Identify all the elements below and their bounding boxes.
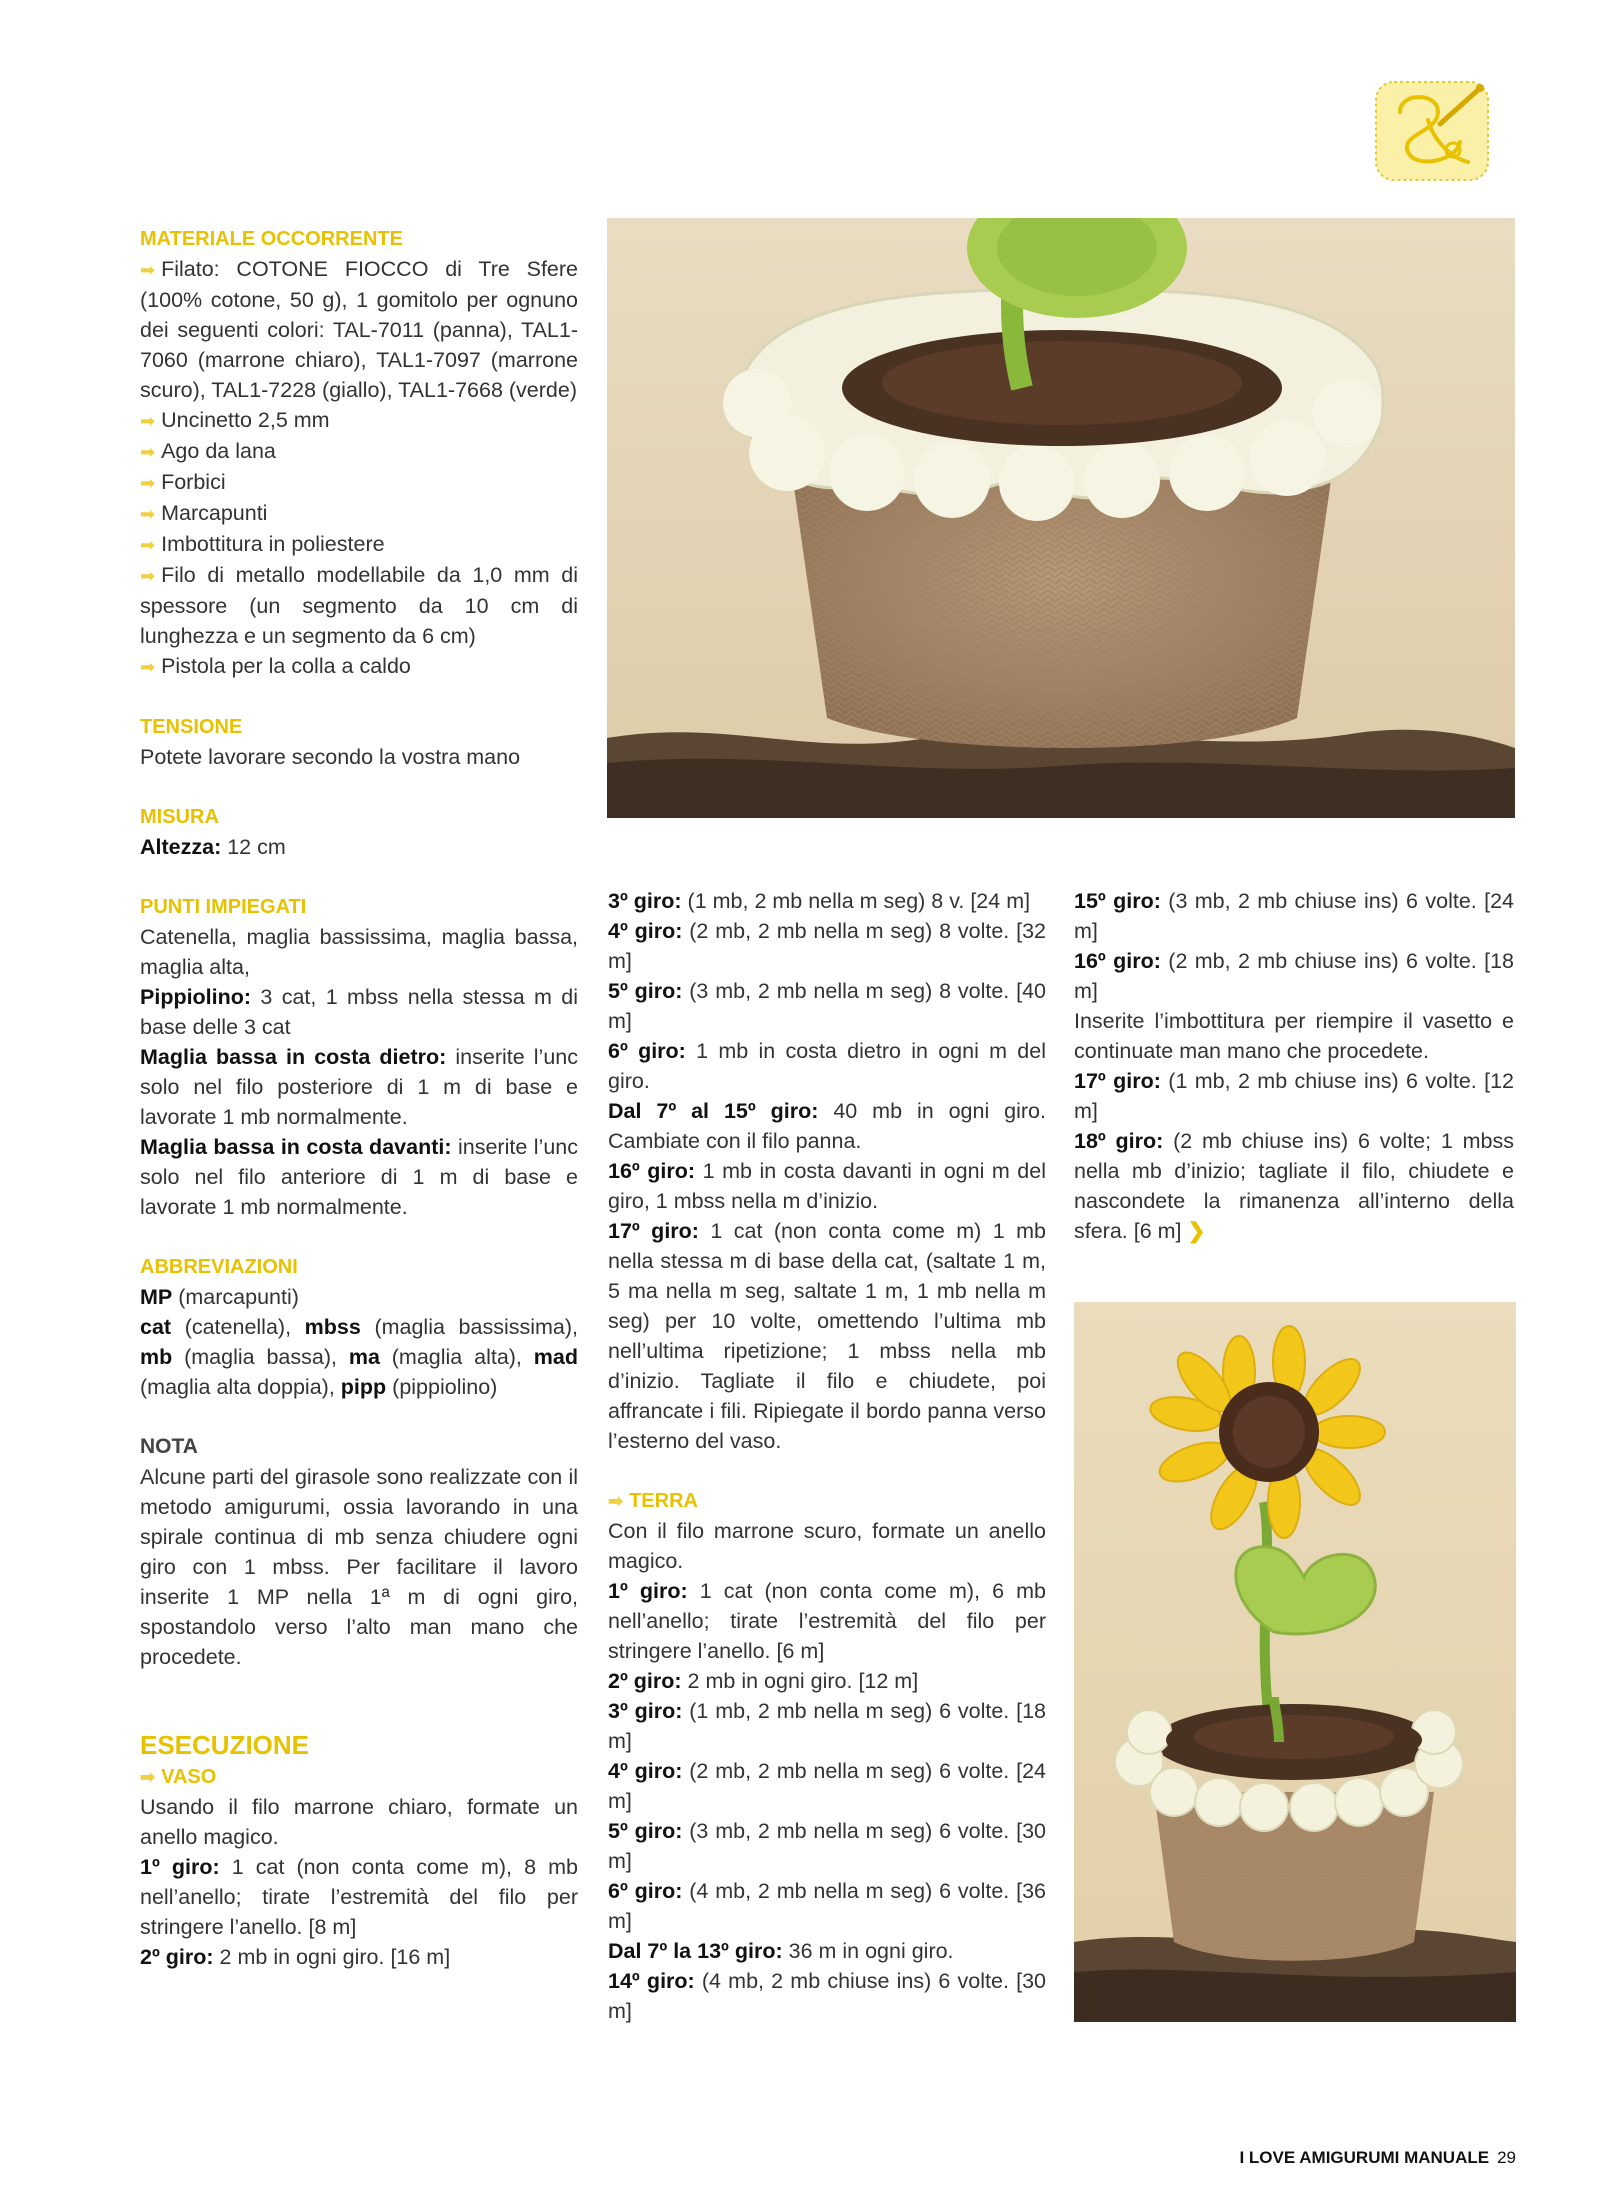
nota-heading: NOTA [140,1435,198,1458]
terra-giro-7-13: Dal 7º la 13º giro: 36 m in ogni giro. [608,1939,954,1963]
punti-entry-3: Maglia bassa in costa davanti: inserite l’unc solo nel filo anteriore di 1 m di base e lavorate 1 mb normalmente. [140,1135,578,1219]
sunflower-photo [1074,1302,1516,2022]
vaso-giro-5: 5º giro: (3 mb, 2 mb nella m seg) 8 volte. [40 m] [608,979,1046,1033]
arrow-right-icon: ➡ [608,1491,624,1511]
terra-giro-6: 6º giro: (4 mb, 2 mb nella m seg) 6 volte. [36 m] [608,1879,1046,1933]
terra-giro-1: 1º giro: 1 cat (non conta come m), 6 mb nell’anello; tirate l’estremità del filo per stringere l’anello. [6 m] [608,1579,1046,1663]
arrow-right-icon: ➡ [140,1767,156,1787]
crochet-pot-photo [607,218,1515,818]
esecuzione-heading: ESECUZIONE [140,1730,310,1760]
arrow-right-icon: ➡ [140,442,156,462]
punti-entry-1: Pippiolino: 3 cat, 1 mbss nella stessa m di base delle 3 cat [140,985,578,1039]
end-mark-icon: ❯ [1187,1219,1206,1243]
vaso-heading: ➡ VASO [140,1766,217,1788]
punti-entry-2: Maglia bassa in costa dietro: inserite l’unc solo nel filo posteriore di 1 m di base e lavorate 1 mb normalmente. [140,1045,578,1129]
vaso-giro-4: 4º giro: (2 mb, 2 mb nella m seg) 8 volte. [32 m] [608,919,1046,973]
materiale-item-3: ➡ Ago da lana [140,439,276,463]
arrow-right-icon: ➡ [140,535,156,555]
arrow-right-icon: ➡ [140,504,156,524]
arrow-right-icon: ➡ [140,260,156,280]
materiale-item-4: ➡ Forbici [140,470,226,494]
vaso-giro-17: 17º giro: 1 cat (non conta come m) 1 mb nella stessa m di base della cat, (saltate 1 m, 5 ma nella m seg, saltate 1 m, 1 mb nella m seg) per 10 volte, omettendo l’ultima mb nell’ultima ripetizione; 1 mbss nella mb d’inizio. Tagliate il filo e chiudete, poi affrancate i fili. Ripiegate il bordo panna verso l’esterno del vaso. [608,1219,1046,1453]
terra-giro-17: 17º giro: (1 mb, 2 mb chiuse ins) 6 volte. [12 m] [1074,1069,1514,1123]
arrow-right-icon: ➡ [140,657,156,677]
terra-giro-4: 4º giro: (2 mb, 2 mb nella m seg) 6 volte. [24 m] [608,1759,1046,1813]
vaso-giro-16: 16º giro: 1 mb in costa davanti in ogni m del giro, 1 mbss nella m d’inizio. [608,1159,1047,1213]
vaso-giro-2: 2º giro: 2 mb in ogni giro. [16 m] [140,1945,451,1969]
crochet-hook-logo-icon [1368,72,1498,187]
terra-giro-3: 3º giro: (1 mb, 2 mb nella m seg) 6 volte. [18 m] [608,1699,1046,1753]
punti-heading: PUNTI IMPIEGATI [140,896,307,918]
misura-text: Altezza: 12 cm [140,835,286,859]
terra-imbottitura: Inserite l’imbottitura per riempire il vasetto e continuate man mano che procedete. [1074,1009,1514,1063]
arrow-right-icon: ➡ [140,566,156,586]
terra-giro-14: 14º giro: (4 mb, 2 mb chiuse ins) 6 volte. [30 m] [608,1969,1046,2023]
abbreviazioni-list: cat (catenella), mbss (maglia bassissima), mb (maglia bassa), ma (maglia alta), mad (maglia alta doppia), pipp (pippiolino) [140,1315,578,1399]
vaso-giro-1: 1º giro: 1 cat (non conta come m), 8 mb nell’anello; tirate l’estremità del filo per stringere l’anello. [8 m] [140,1855,578,1939]
punti-intro: Catenella, maglia bassissima, maglia bassa, maglia alta, [140,925,578,979]
misura-heading: MISURA [140,806,219,828]
nota-text: Alcune parti del girasole sono realizzate con il metodo amigurumi, ossia lavorando in una spirale continua di mb senza chiudere ogni giro con 1 mbss. Per facilitare il lavoro inserite 1 MP nella 1ª m di ogni giro, spostandolo verso l’alto man mano che procedete. [140,1465,578,1669]
terra-giro-15: 15º giro: (3 mb, 2 mb chiuse ins) 6 volte. [24 m] [1074,889,1514,943]
materiale-heading: MATERIALE OCCORRENTE [140,228,403,250]
vaso-giro-7-15: Dal 7º al 15º giro: 40 mb in ogni giro. Cambiate con il filo panna. [608,1099,1046,1153]
terra-giro-2: 2º giro: 2 mb in ogni giro. [12 m] [608,1669,919,1693]
terra-giro-16: 16º giro: (2 mb, 2 mb chiuse ins) 6 volte. [18 m] [1074,949,1514,1003]
column-2 [608,886,1046,2026]
terra-giro-5: 5º giro: (3 mb, 2 mb nella m seg) 6 volte. [30 m] [608,1819,1046,1873]
page-footer [1200,2148,1516,2168]
page-number: 29 [1497,2148,1516,2167]
materiale-item-1: ➡ Filato: COTONE FIOCCO di Tre Sfere (100% cotone, 50 g), 1 gomitolo per ognuno dei seguenti colori: TAL-7011 (panna), TAL1-7060 (marrone chiaro), TAL1-7097 (marrone scuro), TAL1-7228 (giallo), TAL1-7668 (verde) [140,257,578,402]
abbreviazioni-heading: ABBREVIAZIONI [140,1256,298,1278]
materiale-item-7: ➡ Filo di metallo modellabile da 1,0 mm di spessore (un segmento da 10 cm di lunghezza e un segmento da 6 cm) [140,563,578,648]
magazine-title: I LOVE AMIGURUMI MANUALE [1239,2148,1490,2167]
materiale-item-8: ➡ Pistola per la colla a caldo [140,654,411,678]
vaso-intro: Usando il filo marrone chiaro, formate un anello magico. [140,1795,578,1849]
column-1 [140,224,578,1972]
terra-giro-18: 18º giro: (2 mb chiuse ins) 6 volte; 1 mbss nella mb d’inizio; tagliate il filo, chiudete e nascondete la rimanenza all’interno della sfera. [6 m] ❯ [1074,1129,1514,1243]
arrow-right-icon: ➡ [140,473,156,493]
materiale-item-2: ➡ Uncinetto 2,5 mm [140,408,330,432]
tensione-text: Potete lavorare secondo la vostra mano [140,745,521,769]
abbreviazioni-mp: MP (marcapunti) [140,1285,299,1309]
column-3 [1074,886,1514,1246]
tensione-heading: TENSIONE [140,716,243,738]
materiale-item-5: ➡ Marcapunti [140,501,268,525]
terra-intro: Con il filo marrone scuro, formate un anello magico. [608,1519,1046,1573]
terra-heading: ➡ TERRA [608,1490,698,1512]
vaso-giro-6: 6º giro: 1 mb in costa dietro in ogni m del giro. [608,1039,1047,1093]
vaso-giro-3: 3º giro: (1 mb, 2 mb nella m seg) 8 v. [24 m] [608,889,1031,913]
arrow-right-icon: ➡ [140,411,156,431]
materiale-item-6: ➡ Imbottitura in poliestere [140,532,385,556]
